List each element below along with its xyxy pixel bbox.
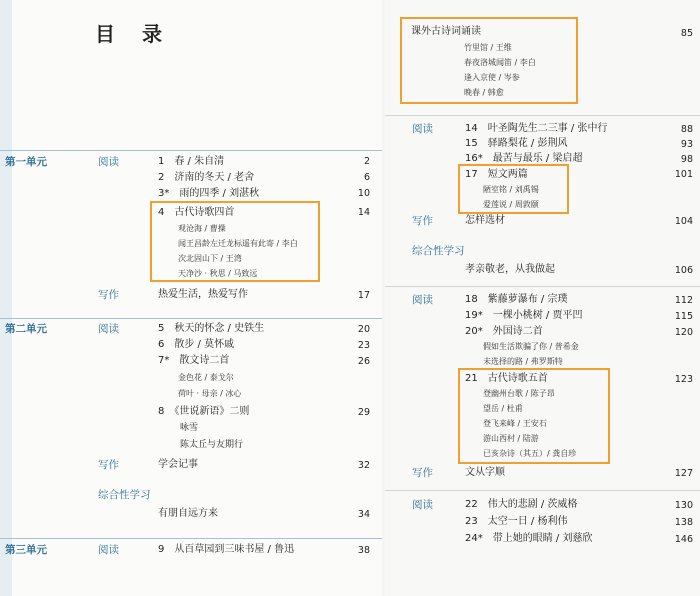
toc-entry[interactable]: 14 叶圣陶先生二三事 / 张中行 (465, 123, 608, 134)
section-label: 阅读 (412, 499, 433, 511)
page-number: 138 (674, 517, 693, 528)
page-number: 101 (674, 169, 693, 180)
toc-entry[interactable]: 课外古诗词诵读 (411, 26, 481, 37)
page-number: 38 (357, 545, 370, 556)
page-number: 20 (357, 324, 370, 335)
section-label: 阅读 (98, 156, 119, 168)
page-number: 120 (674, 327, 693, 338)
page-number: 130 (674, 500, 693, 511)
toc-entry[interactable]: 怎样选材 (465, 215, 505, 226)
page-number: 106 (674, 265, 693, 276)
unit-divider (0, 538, 382, 539)
page-number: 26 (357, 356, 370, 367)
page-number: 17 (357, 290, 370, 301)
section-label: 写作 (412, 215, 433, 227)
section-label: 综合性学习 (98, 489, 151, 501)
toc-subentry[interactable]: 游山西村 / 陆游 (483, 434, 539, 443)
section-label: 写作 (98, 289, 119, 301)
section-label: 写作 (98, 459, 119, 471)
toc-subentry[interactable]: 闻王昌龄左迁龙标遥有此寄 / 李白 (178, 239, 298, 248)
unit-divider (385, 490, 700, 491)
toc-entry[interactable]: 有朋自远方来 (158, 508, 218, 519)
page-number: 29 (357, 407, 370, 418)
page-number: 127 (674, 468, 693, 479)
page-number: 2 (363, 156, 370, 167)
toc-subentry[interactable]: 天净沙 · 秋思 / 马致远 (178, 269, 258, 278)
toc-entry[interactable]: 19* 一棵小桃树 / 贾平凹 (465, 310, 583, 321)
toc-entry[interactable]: 2 济南的冬天 / 老舍 (158, 172, 255, 183)
page-number: 34 (357, 509, 370, 520)
page-number: 115 (674, 311, 693, 322)
toc-subentry[interactable]: 未选择的路 / 弗罗斯特 (483, 357, 563, 366)
toc-entry[interactable]: 18 紫藤萝瀑布 / 宗璞 (465, 294, 568, 305)
page-number: 93 (680, 139, 693, 150)
section-label: 写作 (412, 467, 433, 479)
page-number: 10 (357, 188, 370, 199)
toc-subentry[interactable]: 金色花 / 泰戈尔 (178, 373, 234, 382)
toc-subentry[interactable]: 登飞来峰 / 王安石 (483, 419, 547, 428)
section-label: 阅读 (412, 294, 433, 306)
toc-subentry[interactable]: 逢入京使 / 岑参 (464, 73, 520, 82)
toc-entry[interactable]: 文从字顺 (465, 467, 505, 478)
toc-entry[interactable]: 22 伟大的悲剧 / 茨威格 (465, 499, 578, 510)
unit-label: 第三单元 (5, 544, 47, 556)
page-number: 85 (680, 28, 693, 39)
toc-entry[interactable]: 4 古代诗歌四首 (158, 207, 235, 218)
page-number: 88 (680, 124, 693, 135)
section-label: 阅读 (412, 123, 433, 135)
unit-divider (0, 318, 382, 319)
toc-entry[interactable]: 20* 外国诗二首 (465, 326, 543, 337)
toc-subentry[interactable]: 陋室铭 / 刘禹锡 (483, 185, 539, 194)
section-label: 阅读 (98, 323, 119, 335)
toc-subentry[interactable]: 荷叶 · 母亲 / 冰心 (178, 389, 242, 398)
toc-entry[interactable]: 23 太空一日 / 杨利伟 (465, 516, 568, 527)
toc-subentry[interactable]: 已亥杂诗（其五）/ 龚自珍 (483, 449, 577, 458)
toc-entry[interactable]: 学会记事 (158, 459, 198, 470)
page-title: 目 录 (95, 22, 172, 46)
toc-entry[interactable]: 5 秋天的怀念 / 史铁生 (158, 323, 265, 334)
page-number: 32 (357, 460, 370, 471)
page-number: 14 (357, 207, 370, 218)
toc-entry[interactable]: 9 从百草园到三味书屋 / 鲁迅 (158, 544, 295, 555)
toc-subentry[interactable]: 爱莲说 / 周敦颐 (483, 200, 539, 209)
unit-divider (385, 286, 700, 287)
page-number: 146 (674, 534, 693, 545)
page-number: 23 (357, 340, 370, 351)
page-number: 6 (363, 172, 370, 183)
toc-subentry[interactable]: 咏雪 (180, 423, 199, 433)
toc-subentry[interactable]: 望岳 / 杜甫 (483, 404, 523, 413)
toc-entry[interactable]: 8 《世说新语》二则 (158, 406, 250, 417)
toc-entry[interactable]: 16* 最苦与最乐 / 梁启超 (465, 153, 583, 164)
unit-label: 第一单元 (5, 156, 47, 168)
margin-band (0, 0, 12, 596)
right-page (385, 0, 700, 596)
toc-subentry[interactable]: 晚春 / 韩愈 (464, 88, 504, 97)
toc-entry[interactable]: 24* 带上她的眼睛 / 刘慈欣 (465, 533, 593, 544)
toc-entry[interactable]: 6 散步 / 莫怀戚 (158, 339, 235, 350)
unit-divider (385, 115, 700, 116)
page-number: 98 (680, 154, 693, 165)
toc-entry[interactable]: 21 古代诗歌五首 (465, 373, 548, 384)
toc-subentry[interactable]: 次北固山下 / 王湾 (178, 254, 242, 263)
page-number: 112 (674, 295, 693, 306)
toc-subentry[interactable]: 春夜洛城闻笛 / 李白 (464, 58, 536, 67)
toc-subentry[interactable]: 观沧海 / 曹操 (178, 224, 226, 233)
toc-entry[interactable]: 15 驿路梨花 / 彭荆风 (465, 138, 568, 149)
toc-subentry[interactable]: 陈太丘与友期行 (180, 440, 244, 450)
section-label: 综合性学习 (412, 245, 465, 257)
toc-subentry[interactable]: 登幽州台歌 / 陈子昂 (483, 389, 555, 398)
toc-entry[interactable]: 热爱生活，热爱写作 (158, 289, 248, 300)
unit-divider (0, 150, 382, 151)
page-number: 104 (674, 216, 693, 227)
toc-entry[interactable]: 7* 散文诗二首 (158, 355, 230, 366)
toc-entry[interactable]: 1 春 / 朱自清 (158, 156, 225, 167)
page-number: 123 (674, 374, 693, 385)
section-label: 阅读 (98, 544, 119, 556)
toc-subentry[interactable]: 假如生活欺骗了你 / 普希金 (483, 342, 579, 351)
toc-entry[interactable]: 孝亲敬老，从我做起 (465, 264, 555, 275)
toc-entry[interactable]: 17 短文两篇 (465, 169, 528, 180)
toc-subentry[interactable]: 竹里馆 / 王维 (464, 43, 512, 52)
toc-entry[interactable]: 3* 雨的四季 / 刘湛秋 (158, 188, 260, 199)
unit-label: 第二单元 (5, 323, 47, 335)
